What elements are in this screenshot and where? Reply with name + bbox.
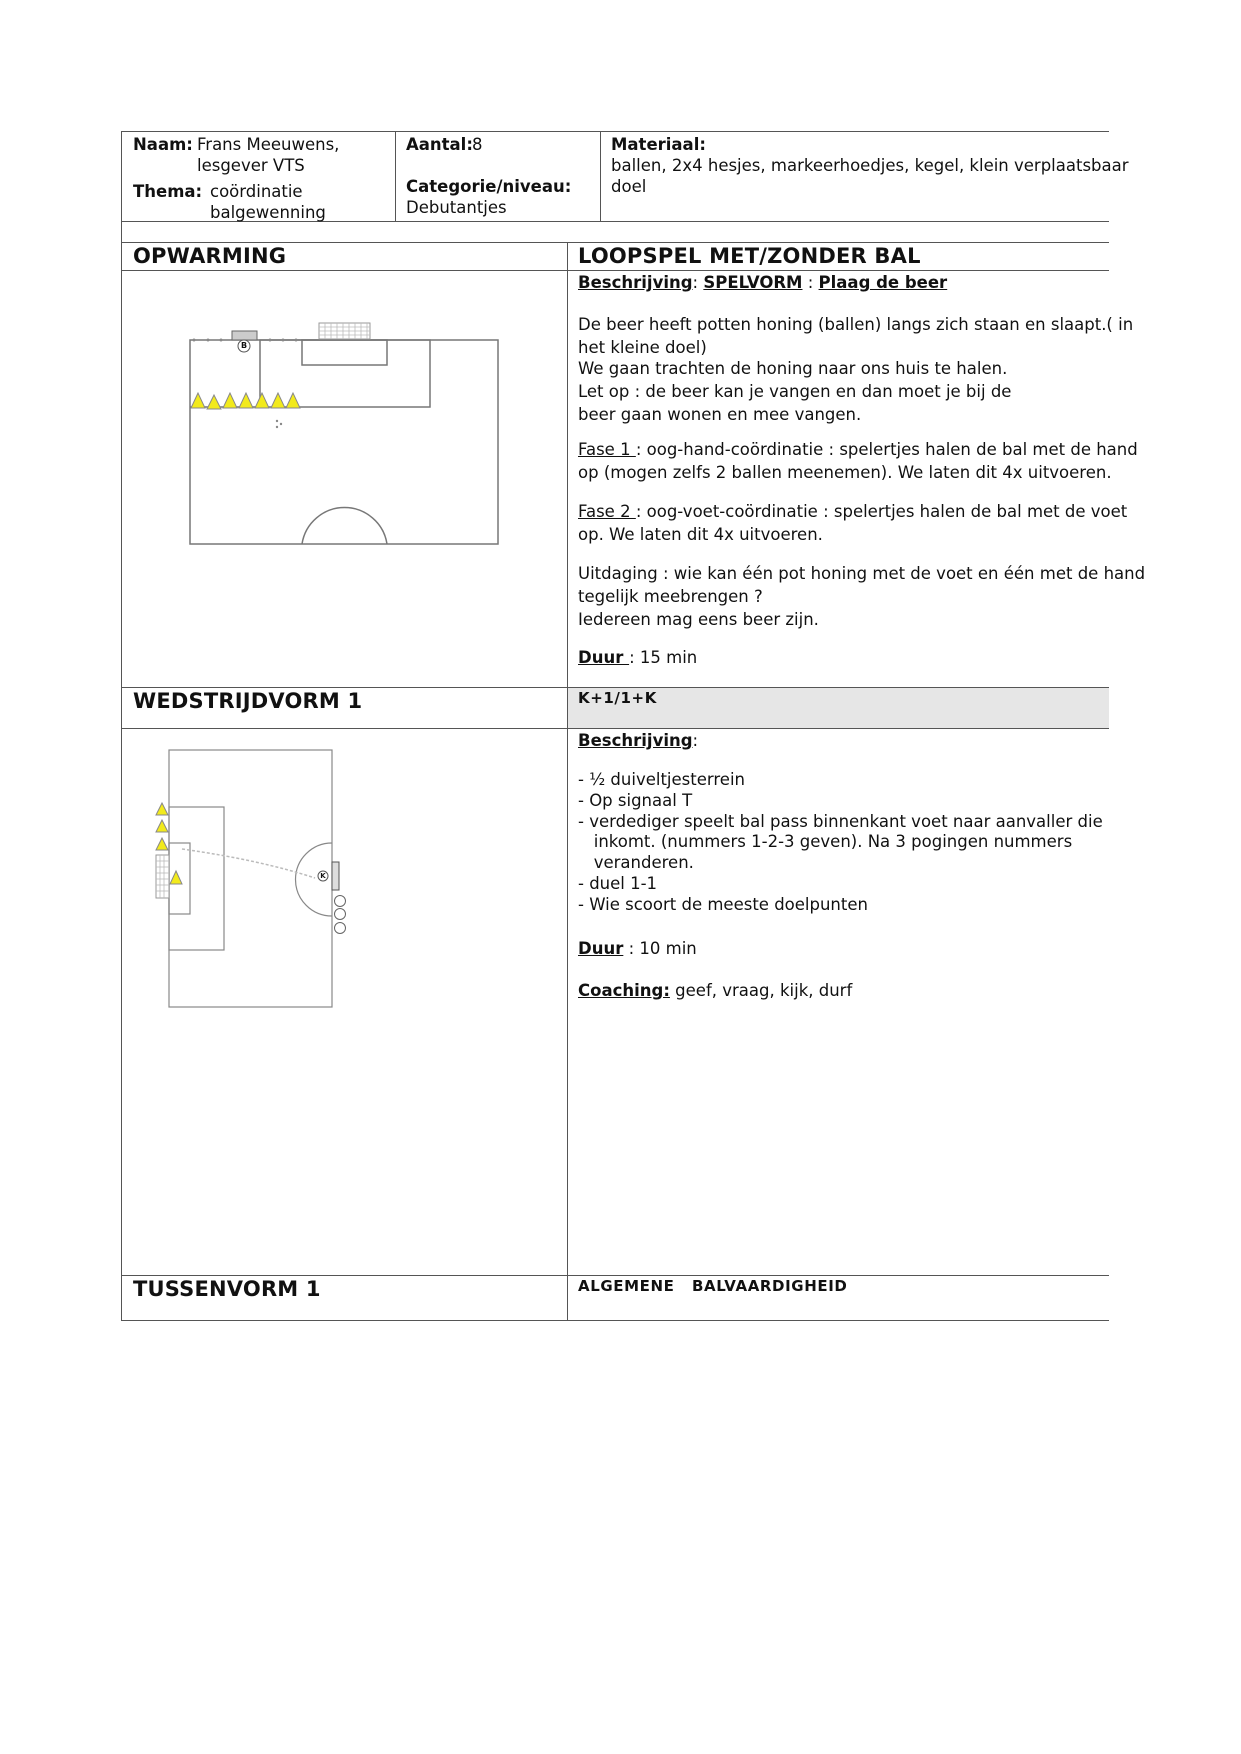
list-item: - duel 1-1 bbox=[578, 873, 658, 893]
thema-value: coördinatie bbox=[210, 182, 303, 201]
list-item: - Wie scoort de meeste doelpunten bbox=[578, 894, 868, 914]
keeper-label: K bbox=[320, 872, 326, 880]
duur2-label: Duur bbox=[578, 939, 624, 958]
coaching-value: geef, vraag, kijk, durf bbox=[669, 981, 853, 1000]
text-line: Let op : de beer kan je vangen en dan moet je bij de bbox=[578, 382, 1012, 401]
section-subtitle-loopspel: LOOPSPEL MET/ZONDER BAL bbox=[578, 244, 921, 268]
materiaal-value-line2: doel bbox=[611, 177, 647, 196]
coaching-label: Coaching: bbox=[578, 981, 670, 1000]
text-line: het kleine doel) bbox=[578, 338, 707, 357]
small-goal-icon bbox=[332, 862, 339, 890]
fase1-label: Fase 1 bbox=[578, 440, 636, 459]
spelvorm-label: SPELVORM bbox=[703, 273, 803, 292]
goal-net-icon bbox=[156, 855, 169, 898]
duur-label: Duur bbox=[578, 648, 630, 667]
separator: : bbox=[802, 273, 819, 292]
materiaal-value: ballen, 2x4 hesjes, markeerhoedjes, kegel, klein verplaatsbaar bbox=[611, 156, 1129, 175]
fase1-text: : oog-hand-coördinatie : spelertjes halen de bal met de hand bbox=[635, 440, 1138, 459]
categorie-label: Categorie/niveau: bbox=[406, 177, 572, 196]
section-title-wedstrijdvorm: WEDSTRIJDVORM 1 bbox=[133, 689, 363, 713]
categorie-value: Debutantjes bbox=[406, 198, 507, 217]
text-line: We gaan trachten de honing naar ons huis te halen. bbox=[578, 359, 1008, 378]
list-item: veranderen. bbox=[578, 853, 694, 873]
pass-arrow bbox=[182, 849, 315, 878]
bear-label: B bbox=[240, 341, 248, 350]
fase2-text: : oog-voet-coördinatie : spelertjes halen de bal met de voet bbox=[635, 502, 1128, 521]
thema-value-line2: balgewenning bbox=[210, 203, 326, 222]
spelvorm-name: Plaag de beer bbox=[818, 273, 948, 292]
section-title-tussenvorm: TUSSENVORM 1 bbox=[133, 1277, 321, 1301]
section-subtitle-k11k: K+1/1+K bbox=[578, 689, 657, 707]
aantal-value: 8 bbox=[472, 135, 483, 154]
thema-label: Thema: bbox=[133, 182, 203, 201]
section-subtitle-balvaardigheid: ALGEMENE BALVAARDIGHEID bbox=[578, 1277, 848, 1295]
beschrijving-label: Beschrijving bbox=[578, 273, 693, 292]
text-line: Uitdaging : wie kan één pot honing met de voet en één met de hand bbox=[578, 564, 1146, 583]
naam-label: Naam: bbox=[133, 135, 193, 154]
separator: : bbox=[692, 273, 704, 292]
fase1-text-line2: op (mogen zelfs 2 ballen meenemen). We laten dit 4x uitvoeren. bbox=[578, 463, 1112, 482]
duur-value: : 15 min bbox=[629, 648, 698, 667]
fase2-text-line2: op. We laten dit 4x uitvoeren. bbox=[578, 525, 823, 544]
text-line: Iedereen mag eens beer zijn. bbox=[578, 610, 819, 629]
naam-value-line2: lesgever VTS bbox=[197, 156, 305, 175]
aantal-label: Aantal: bbox=[406, 135, 473, 154]
text-line: beer gaan wonen en mee vangen. bbox=[578, 405, 862, 424]
section-title-opwarming: OPWARMING bbox=[133, 244, 287, 268]
naam-value: Frans Meeuwens, bbox=[197, 135, 340, 154]
duur2-value: : 10 min bbox=[623, 939, 697, 958]
list-item: - ½ duiveltjesterrein bbox=[578, 770, 745, 789]
players-icon bbox=[335, 896, 346, 934]
list-item: inkomt. (nummers 1-2-3 geven). Na 3 pogingen nummers bbox=[578, 832, 1073, 852]
text-line: De beer heeft potten honing (ballen) langs zich staan en slaapt.( in bbox=[578, 315, 1134, 334]
separator: : bbox=[692, 731, 699, 750]
list-item: - verdediger speelt bal pass binnenkant voet naar aanvaller die bbox=[578, 811, 1103, 831]
materiaal-label: Materiaal: bbox=[611, 135, 706, 154]
beschrijving2-label: Beschrijving bbox=[578, 731, 693, 750]
fase2-label: Fase 2 bbox=[578, 502, 636, 521]
text-line: tegelijk meebrengen ? bbox=[578, 587, 763, 606]
list-item: - Op signaal T bbox=[578, 790, 693, 810]
